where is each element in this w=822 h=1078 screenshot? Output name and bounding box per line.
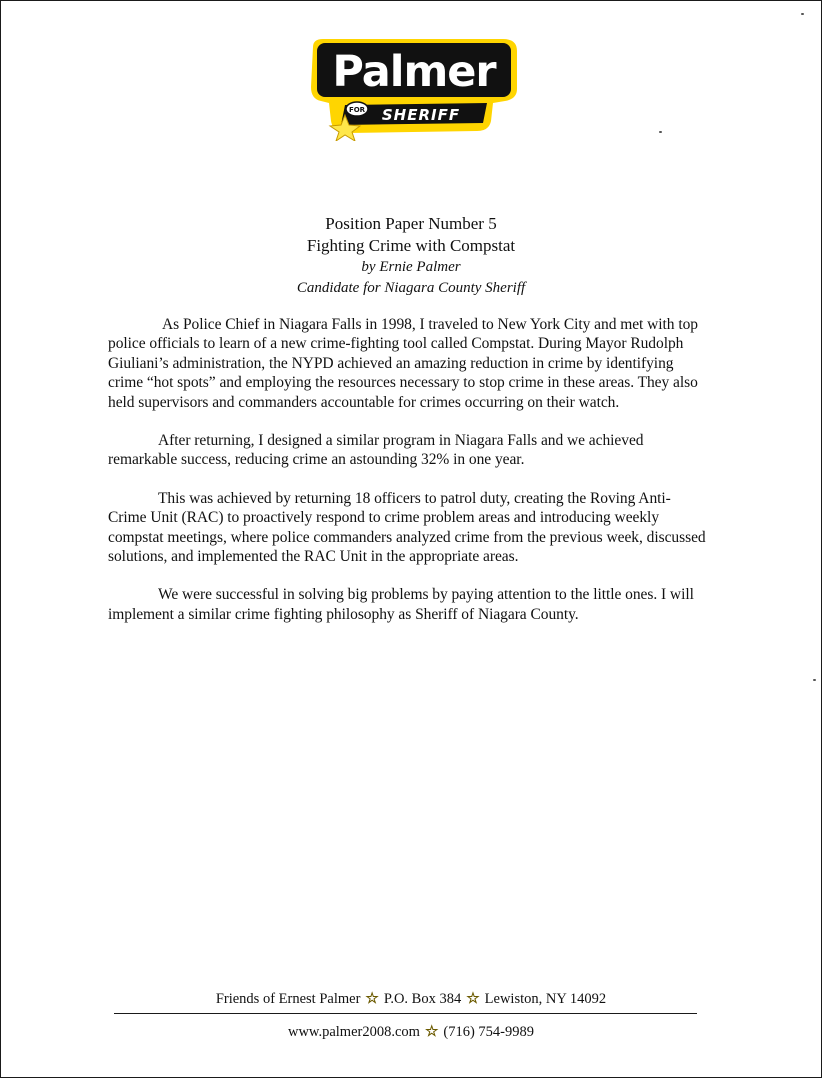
paper-title: Position Paper Number 5 bbox=[325, 214, 497, 233]
footer-org: Friends of Ernest Palmer bbox=[215, 991, 361, 1007]
paper-body bbox=[108, 315, 708, 643]
footer-phone: (716) 754-9989 bbox=[443, 1024, 535, 1040]
palmer-for-sheriff-logo bbox=[305, 37, 521, 141]
footer-po-box: P.O. Box 384 bbox=[383, 991, 462, 1007]
scan-speck bbox=[659, 131, 662, 133]
body-paragraph: This was achieved by returning 18 officers to patrol duty, creating the Roving Anti-Crime Unit (RAC) to proactively respond to crime problem areas and introducing weekly compstat meetings, where police commanders analyzed crime from the previous week, discussed solutions, and implemented the RAC Unit in the appropriate areas. bbox=[108, 489, 706, 566]
logo-name-text: Palmer bbox=[332, 47, 496, 97]
star-icon: ☆ bbox=[424, 1024, 439, 1040]
footer-divider bbox=[114, 1013, 697, 1014]
footer-address bbox=[1, 989, 821, 1008]
star-icon: ☆ bbox=[466, 991, 480, 1007]
paper-byline: by Ernie Palmer bbox=[361, 259, 461, 275]
star-icon: ☆ bbox=[365, 991, 379, 1007]
paper-heading bbox=[1, 213, 821, 299]
candidate-line: Candidate for Niagara County Sheriff bbox=[296, 280, 526, 296]
logo-office-text: SHERIFF bbox=[381, 106, 461, 124]
body-paragraph: After returning, I designed a similar program in Niagara Falls and we achieved remarkable success, reducing crime an astounding 32% in one year. bbox=[108, 432, 644, 469]
footer-city: Lewiston, NY 14092 bbox=[484, 991, 607, 1007]
footer-contact bbox=[1, 1022, 821, 1041]
scan-speck bbox=[813, 679, 816, 681]
logo-for-text: FOR bbox=[348, 106, 366, 114]
scan-speck bbox=[801, 13, 804, 15]
paper-subtitle: Fighting Crime with Compstat bbox=[306, 236, 516, 255]
body-paragraph: We were successful in solving big problems by paying attention to the little ones. I will implement a similar crime fighting philosophy as Sheriff of Niagara County. bbox=[108, 586, 694, 623]
footer-website[interactable]: www.palmer2008.com bbox=[287, 1024, 420, 1040]
body-paragraph: As Police Chief in Niagara Falls in 1998, I traveled to New York City and met with top police officials to learn of a new crime-fighting tool called Compstat. During Mayor Rudolph Giuliani’s administration, the NYPD achieved an amazing reduction in crime by identifying crime “hot spots” and employing the resources necessary to stop crime in these areas. They also held supervisors and commanders accountable for crimes occurring on their watch. bbox=[108, 316, 698, 411]
